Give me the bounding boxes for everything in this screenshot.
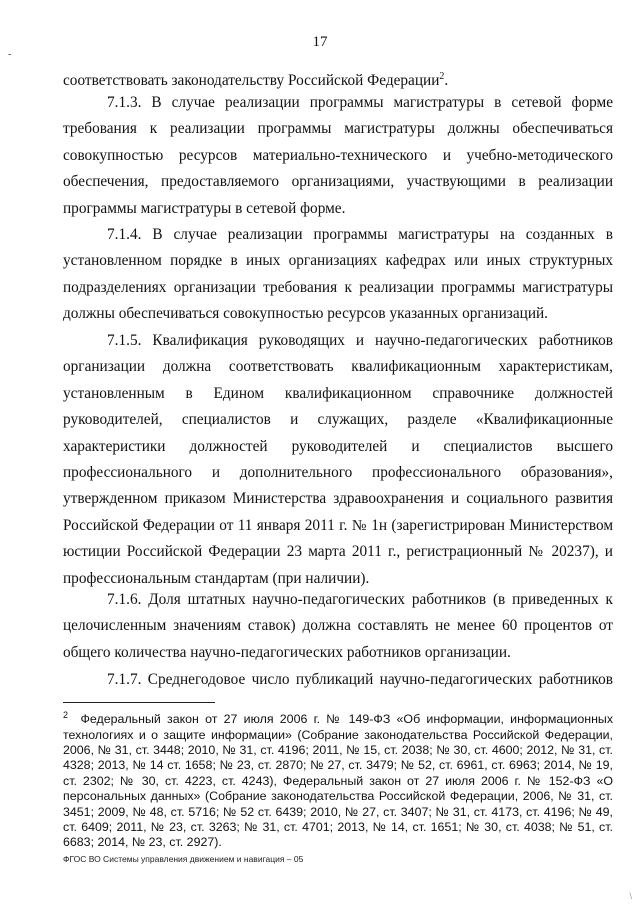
- footnote-text: Федеральный закон от 27 июля 2006 г. № 149-ФЗ «Об информации, информационных технологиях и о защите информации» (Собрание законодательства Российской Федерации, 2006, № 31, ст. 3448; 2010, № 31, ст. 4196; 2011, № 15, ст. 2038; № 30, ст. 4600; 2012, № 31, ст. 4328; 2013, № 14 ст. 1658; № 23, ст. 2870; № 27, ст. 3479; № 52, ст. 6961, ст. 6963; 2014, № 19, ст. 2302; № 30, ст. 4223, ст. 4243), Федеральный закон от 27 июля 2006 г. № 152-ФЗ «О персональных данных» (Собрание законодательства Российской Федерации, 2006, № 31, ст. 3451; 2009, № 48, ст. 5716; № 52 ст. 6439; 2010, № 27, ст. 3407; № 31, ст. 4173, ст. 4196; № 49, ст. 6409; 2011, № 23, ст. 3263; № 31, ст. 4701; 2013, № 14, ст. 1651; № 30, ст. 4038; № 51, ст. 6683; 2014, № 23, ст. 2927).: [63, 712, 614, 850]
- paragraph-7-1-6: 7.1.6. Доля штатных научно-педагогических работников (в приведенных к целочисленным значениям ставок) должна составлять не менее 60 процентов от общего количества научно-педагогических работников организации.: [63, 591, 613, 661]
- margin-mark: -: [8, 49, 12, 60]
- paragraph-7-1-3: 7.1.3. В случае реализации программы магистратуры в сетевой форме требования к реализации программы магистратуры должны обеспечиваться совокупностью ресурсов материально-технического и учебно-методического обеспечения, предоставляемого организациями, участвующими в реализации программы магистратуры в сетевой форме.: [63, 94, 613, 217]
- paragraph-7-1-4: 7.1.4. В случае реализации программы магистратуры на созданных в установленном порядке в иных организациях кафедрах или иных структурных подразделениях организации требования к реализации программы магистратуры должны обеспечиваться совокупностью ресурсов указанных организаций.: [63, 226, 613, 323]
- paragraph-text: соответствовать законодательству Российской Федерации: [63, 72, 440, 90]
- paragraph-tail: .: [444, 72, 449, 90]
- footnote-divider: [63, 702, 215, 703]
- paragraph-7-1-5: 7.1.5. Квалификация руководящих и научно-педагогических работников организации должна соответствовать квалификационным характеристикам, установленным в Едином квалификационном справочнике должностей руководителей, специалистов и служащих, разделе «Квалификационные характеристики должностей руководителей и специалистов высшего профессионального и дополнительного профессионального образования», утвержденном приказом Министерства здравоохранения и социального развития Российской Федерации от 11 января 2011 г. № 1н (зарегистрирован Министерством юстиции Российской Федерации 23 марта 2011 г., регистрационный № 20237), и профессиональным стандартам (при наличии).: [63, 332, 613, 587]
- footnote-mark: 2: [63, 710, 69, 720]
- paragraph-7-1-7: 7.1.7. Среднегодовое число публикаций научно-педагогических работников: [107, 671, 613, 688]
- document-footer: ФГОС ВО Системы управления движением и навигация – 05: [63, 854, 304, 864]
- page-number: 17: [312, 34, 328, 50]
- footnote-ref: 2: [439, 71, 445, 82]
- corner-mark: \: [629, 891, 632, 901]
- footnote: [63, 708, 613, 851]
